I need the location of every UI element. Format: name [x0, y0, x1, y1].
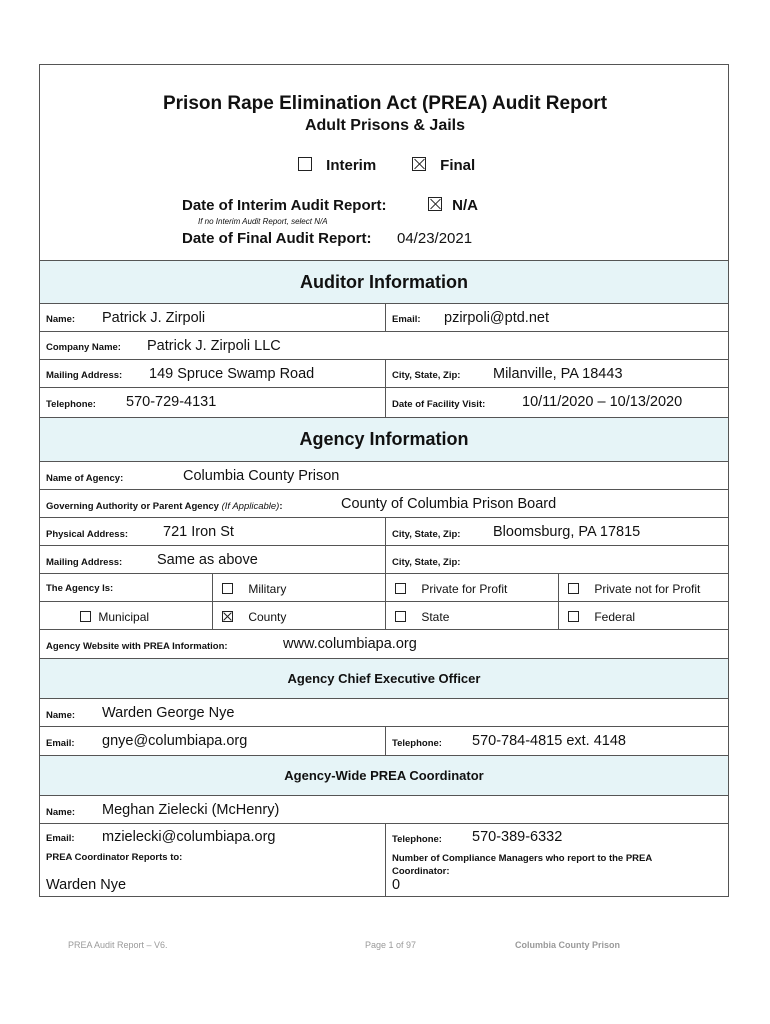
footer-facility-name: Columbia County Prison — [515, 940, 621, 950]
ceo-phone-value: 570-784-4815 ext. 4148 — [472, 733, 626, 749]
footer-page-number: Page 1 of 97 — [365, 940, 417, 950]
physical-address-row — [40, 518, 728, 546]
ceo-name-row — [40, 699, 728, 727]
agency-type-private-for-profit[interactable]: Private for Profit — [395, 582, 507, 596]
agency-type-private-not-for-profit[interactable]: Private not for Profit — [568, 582, 700, 596]
auditor-name-label: Name: — [46, 314, 76, 325]
governing-authority-label: Governing Authority or Parent Agency (If Applicable): — [46, 501, 283, 512]
interim-note: If no Interim Audit Report, select N/A — [198, 217, 328, 226]
final-date-value: 04/23/2021 — [397, 230, 473, 247]
facility-visit-label: Date of Facility Visit: — [392, 399, 486, 410]
private-for-profit-checkbox[interactable] — [395, 583, 406, 594]
agency-type-row-2 — [40, 602, 728, 630]
agency-website-value[interactable]: www.columbiapa.org — [283, 636, 417, 652]
agency-type-county[interactable]: County — [222, 610, 286, 624]
agency-type-municipal[interactable]: Municipal — [80, 610, 149, 624]
agency-website-label: Agency Website with PREA Information: — [46, 641, 228, 652]
agency-csz-value: Bloomsburg, PA 17815 — [493, 524, 641, 540]
interim-label: Interim — [326, 157, 377, 174]
coordinator-email-label: Email: — [46, 833, 75, 844]
coordinator-name-value: Meghan Zielecki (McHenry) — [102, 802, 280, 818]
na-checkbox[interactable] — [428, 197, 442, 211]
report-title: Prison Rape Elimination Act (PREA) Audit Report — [162, 93, 608, 114]
military-checkbox[interactable] — [222, 583, 233, 594]
auditor-company-value: Patrick J. Zirpoli LLC — [147, 338, 281, 354]
agency-csz-label: City, State, Zip: — [392, 529, 461, 540]
coordinator-contact-row — [40, 824, 728, 848]
auditor-name-value: Patrick J. Zirpoli — [102, 310, 206, 326]
coordinator-name-label: Name: — [46, 807, 76, 818]
coordinator-reports-row — [40, 848, 728, 896]
na-option[interactable] — [428, 197, 478, 214]
governing-authority-value: County of Columbia Prison Board — [341, 496, 557, 512]
ceo-email-label: Email: — [46, 738, 75, 749]
ceo-contact-row — [40, 727, 728, 755]
county-checkbox[interactable] — [222, 611, 233, 622]
interim-option[interactable] — [298, 157, 376, 174]
agency-type-state[interactable]: State — [395, 610, 449, 624]
ceo-name-label: Name: — [46, 710, 76, 721]
agency-name-row — [40, 462, 728, 490]
ceo-section-header: Agency Chief Executive Officer — [40, 658, 728, 699]
auditor-name-row — [40, 304, 728, 332]
compliance-managers-label: Number of Compliance Managers who report to the PREA Coordinator: — [392, 853, 652, 877]
compliance-managers-value: 0 — [392, 877, 401, 893]
reports-to-label: PREA Coordinator Reports to: — [46, 852, 183, 863]
facility-visit-value: 10/11/2020 – 10/13/2020 — [522, 394, 683, 410]
agency-type-military[interactable]: Military — [222, 582, 286, 596]
coordinator-section-header: Agency-Wide PREA Coordinator — [40, 755, 728, 796]
state-checkbox[interactable] — [395, 611, 406, 622]
agency-type-row-1 — [40, 574, 728, 602]
physical-address-value: 721 Iron St — [163, 524, 234, 540]
final-checkbox[interactable] — [412, 157, 426, 171]
ceo-email-value: gnye@columbiapa.org — [102, 733, 248, 749]
agency-name-value: Columbia County Prison — [183, 468, 340, 484]
agency-mailing-row — [40, 546, 728, 574]
agency-mailing-value: Same as above — [157, 552, 258, 568]
governing-authority-row — [40, 490, 728, 518]
auditor-email-value: pzirpoli@ptd.net — [444, 310, 549, 326]
coordinator-phone-label: Telephone: — [392, 834, 442, 845]
na-label: N/A — [452, 197, 479, 214]
coordinator-phone-value: 570-389-6332 — [472, 829, 563, 845]
agency-mailing-csz-label: City, State, Zip: — [392, 557, 461, 568]
auditor-phone-value: 570-729-4131 — [126, 394, 217, 410]
final-label: Final — [440, 157, 476, 174]
auditor-phone-label: Telephone: — [46, 399, 96, 410]
ceo-name-value: Warden George Nye — [102, 705, 235, 721]
auditor-mailing-row — [40, 360, 728, 388]
private-not-for-profit-checkbox[interactable] — [568, 583, 579, 594]
auditor-company-label: Company Name: — [46, 342, 121, 353]
auditor-mailing-value: 149 Spruce Swamp Road — [149, 366, 315, 382]
auditor-section-header: Auditor Information — [40, 260, 728, 304]
auditor-email-label: Email: — [392, 314, 421, 325]
federal-checkbox[interactable] — [568, 611, 579, 622]
auditor-mailing-label: Mailing Address: — [46, 370, 123, 381]
ceo-phone-label: Telephone: — [392, 738, 442, 749]
auditor-csz-label: City, State, Zip: — [392, 370, 461, 381]
agency-section-header: Agency Information — [40, 417, 728, 462]
report-subtitle: Adult Prisons & Jails — [304, 117, 466, 134]
final-option[interactable] — [412, 157, 475, 174]
auditor-phone-row — [40, 388, 728, 417]
coordinator-email-value: mzielecki@columbiapa.org — [102, 829, 276, 845]
agency-mailing-label: Mailing Address: — [46, 557, 123, 568]
interim-date-label: Date of Interim Audit Report: — [182, 197, 387, 214]
coordinator-name-row — [40, 796, 728, 824]
agency-type-label: The Agency Is: — [46, 583, 114, 594]
agency-website-row — [40, 630, 728, 658]
footer-version: PREA Audit Report – V6. — [68, 940, 168, 950]
report-frame — [39, 64, 729, 897]
agency-type-federal[interactable]: Federal — [568, 610, 635, 624]
auditor-csz-value: Milanville, PA 18443 — [493, 366, 623, 382]
final-date-label: Date of Final Audit Report: — [182, 230, 372, 247]
auditor-company-row — [40, 332, 728, 360]
municipal-checkbox[interactable] — [80, 611, 91, 622]
interim-checkbox[interactable] — [298, 157, 312, 171]
physical-address-label: Physical Address: — [46, 529, 129, 540]
agency-name-label: Name of Agency: — [46, 473, 124, 484]
reports-to-value: Warden Nye — [46, 877, 127, 893]
